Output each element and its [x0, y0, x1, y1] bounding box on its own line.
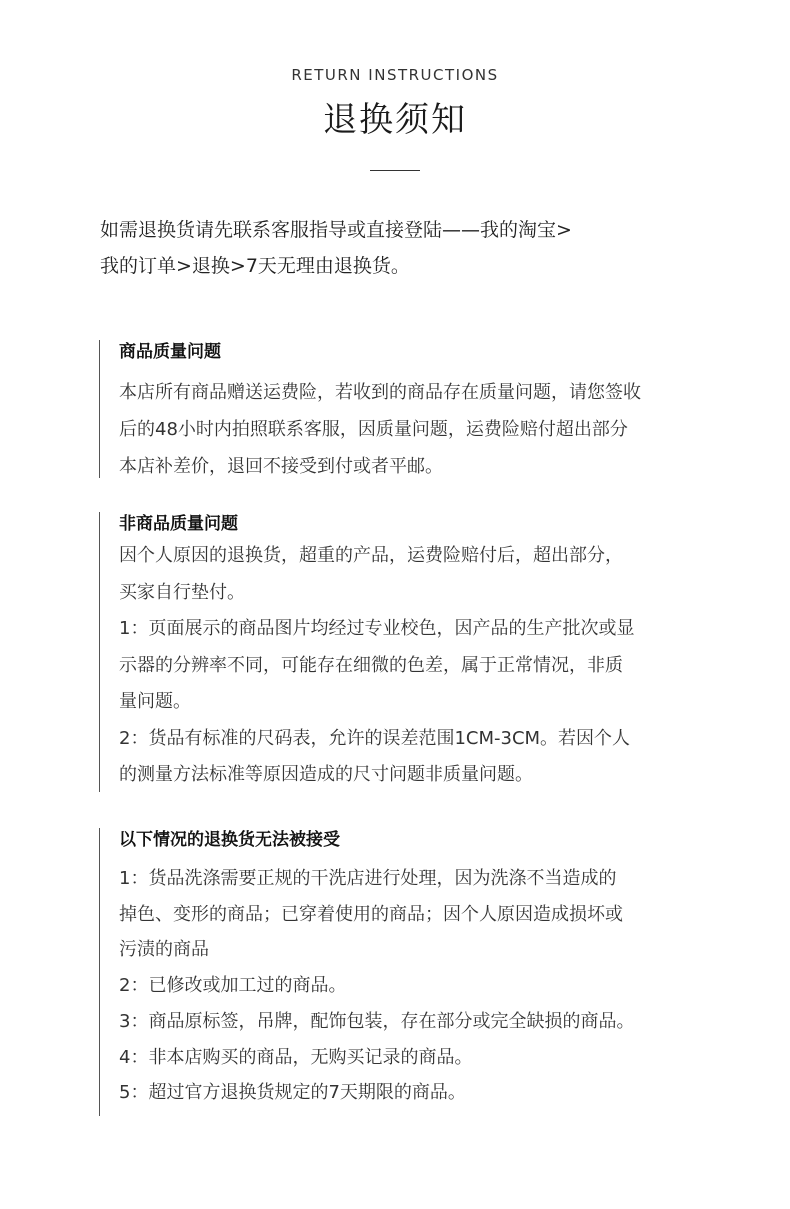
section-unacceptable-returns [99, 828, 759, 1116]
section-heading: 商品质量问题 [119, 342, 221, 362]
intro-line: 我的订单>退换>7天无理由退换货。 [100, 255, 410, 277]
section-heading: 非商品质量问题 [119, 514, 238, 534]
section-non-quality-issues [99, 512, 759, 792]
section-line: 的测量方法标准等原因造成的尺寸问题非质量问题。 [119, 764, 533, 785]
intro-line: 如需退换货请先联系客服指导或直接登陆——我的淘宝> [100, 219, 572, 241]
page-title: 退换须知 [323, 100, 467, 140]
section-line: 2：已修改或加工过的商品。 [119, 975, 347, 997]
section-line: 本店补差价，退回不接受到付或者平邮。 [119, 456, 443, 477]
page-subtitle: RETURN INSTRUCTIONS [291, 66, 499, 84]
section-line: 后的48小时内拍照联系客服，因质量问题，运费险赔付超出部分 [119, 419, 628, 440]
section-line: 4：非本店购买的商品，无购买记录的商品。 [119, 1046, 473, 1068]
section-line: 2：货品有标准的尺码表，允许的误差范围1CM-3CM。若因个人 [119, 727, 631, 749]
section-line: 量问题。 [119, 691, 191, 712]
section-heading: 以下情况的退换货无法被接受 [119, 830, 340, 850]
section-line: 1：货品洗涤需要正规的干洗店进行处理，因为洗涤不当造成的 [119, 868, 617, 889]
section-line: 5：超过官方退换货规定的7天期限的商品。 [119, 1082, 466, 1104]
intro-text [100, 212, 720, 284]
title-divider [370, 170, 420, 171]
section-line: 污渍的商品 [119, 939, 209, 961]
section-line: 3：商品原标签，吊牌，配饰包装，存在部分或完全缺损的商品。 [119, 1010, 635, 1032]
section-line: 1：页面展示的商品图片均经过专业校色，因产品的生产批次或显 [119, 618, 635, 639]
section-quality-issues [99, 340, 759, 478]
section-line: 掉色、变形的商品；已穿着使用的商品；因个人原因造成损坏或 [119, 903, 623, 925]
section-line: 因个人原因的退换货，超重的产品，运费险赔付后，超出部分， [119, 545, 623, 566]
section-line: 示器的分辨率不同，可能存在细微的色差，属于正常情况，非质 [119, 654, 623, 676]
section-line: 本店所有商品赠送运费险，若收到的商品存在质量问题，请您签收 [119, 382, 641, 403]
section-line: 买家自行垫付。 [119, 581, 245, 603]
